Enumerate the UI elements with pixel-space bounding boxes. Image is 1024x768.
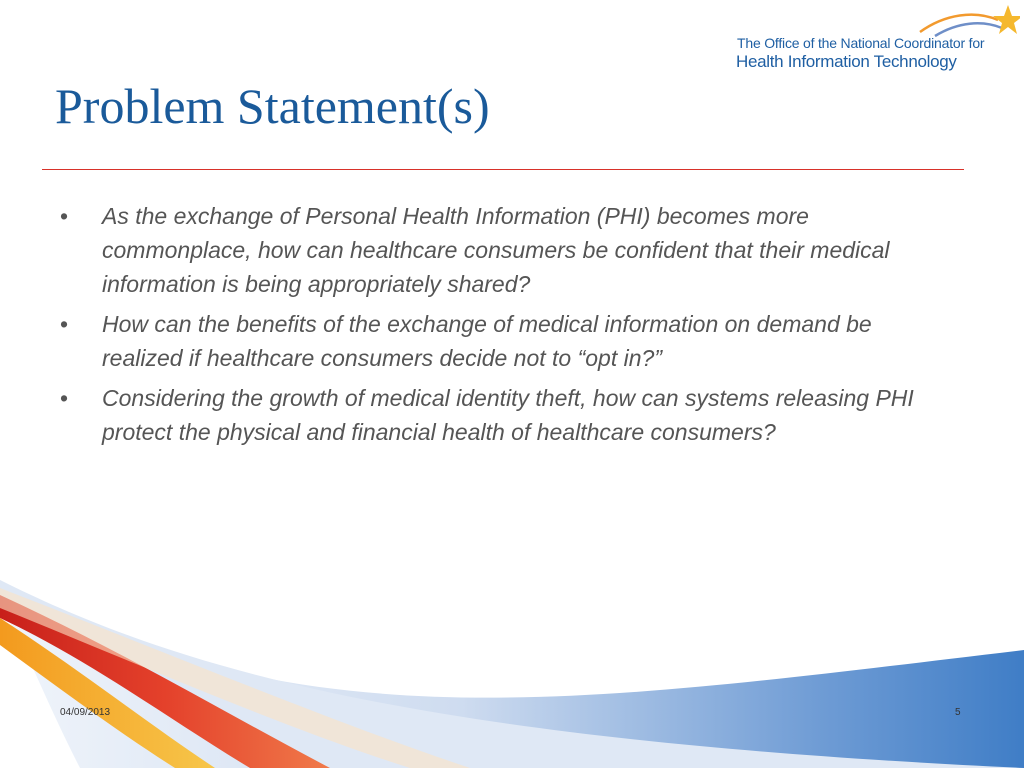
bullet-item <box>60 381 920 449</box>
bullet-list <box>60 199 920 455</box>
bullet-item <box>60 307 920 375</box>
bullet-item <box>60 199 920 301</box>
bullet-text: How can the benefits of the exchange of medical information on demand be realized if healthcare consumers decide not to “opt in?” <box>102 311 872 371</box>
title-divider <box>42 169 964 170</box>
footer-date: 04/09/2013 <box>60 707 111 718</box>
bullet-text: Considering the growth of medical identity theft, how can systems releasing PHI protect the physical and financial health of healthcare consumers? <box>102 385 914 445</box>
bullet-marker: • <box>60 203 69 229</box>
decorative-swoosh <box>0 540 1024 768</box>
slide-title: Problem Statement(s) <box>55 78 490 134</box>
bullet-text: As the exchange of Personal Health Information (PHI) becomes more commonplace, how can healthcare consumers be confident that their medical information is being appropriately shared? <box>102 203 890 297</box>
onc-logo <box>730 2 1020 74</box>
bullet-marker: • <box>60 385 69 411</box>
bullet-marker: • <box>60 311 69 337</box>
page-number: 5 <box>955 707 961 718</box>
logo-line1: The Office of the National Coordinator for <box>737 35 985 51</box>
logo-line2: Health Information Technology <box>736 52 957 71</box>
